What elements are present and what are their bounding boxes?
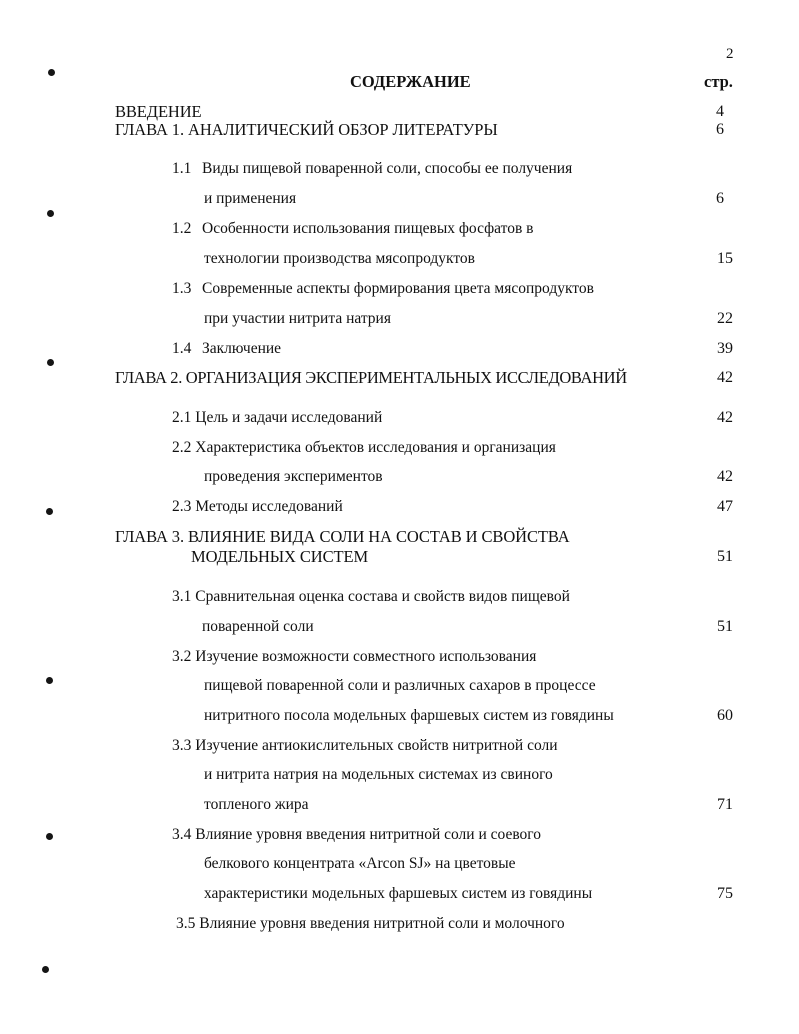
toc-entry-text: при участии нитрита натрия: [204, 310, 391, 327]
toc-entry-text: 3.1 Сравнительная оценка состава и свойств видов пищевой: [172, 588, 570, 605]
page-number: 2: [726, 46, 734, 62]
toc-entry-text: 3.4 Влияние уровня введения нитритной соли и соевого: [172, 826, 542, 843]
toc-entry-page: 47: [717, 498, 733, 515]
toc-entry-text: 3.5 Влияние уровня введения нитритной соли и молочного: [176, 915, 565, 932]
toc-entry-text: белкового концентрата «Arcon SJ» на цветовые: [204, 855, 516, 872]
toc-entry-text: и нитрита натрия на модельных системах из свиного: [204, 766, 553, 783]
toc-entry-page: 4: [716, 103, 724, 120]
toc-entry-page: 75: [717, 885, 733, 902]
toc-entry-text: ВВЕДЕНИЕ: [115, 102, 202, 121]
toc-entry-page: 42: [717, 468, 733, 485]
toc-entry-number: 1.4: [172, 340, 192, 357]
toc-entry-page: 39: [717, 340, 733, 357]
toc-entry-text: технологии производства мясопродуктов: [204, 250, 476, 267]
binder-hole: [46, 833, 53, 840]
toc-entry-text: ГЛАВА 1. АНАЛИТИЧЕСКИЙ ОБЗОР ЛИТЕРАТУРЫ: [115, 120, 498, 139]
binder-hole: [46, 508, 53, 515]
toc-entry-text: и применения: [204, 190, 297, 207]
toc-entry-text: характеристики модельных фаршевых систем из говядины: [204, 885, 593, 902]
toc-entry-text: поваренной соли: [202, 618, 314, 635]
page-title: СОДЕРЖАНИЕ: [350, 72, 471, 91]
toc-entry-text: Заключение: [202, 340, 282, 357]
toc-entry-text: 3.2 Изучение возможности совместного использования: [172, 648, 537, 665]
toc-entry-text: проведения экспериментов: [204, 468, 383, 485]
toc-entry-page: 22: [717, 310, 733, 327]
toc-entry-page: 71: [717, 796, 733, 813]
toc-entry-page: 51: [717, 618, 733, 635]
toc-entry-number: 1.2: [172, 220, 192, 237]
toc-entry-page: 60: [717, 707, 733, 724]
binder-hole: [46, 677, 53, 684]
toc-entry-text: 2.1 Цель и задачи исследований: [172, 409, 383, 426]
toc-entry-text: ГЛАВА 3. ВЛИЯНИЕ ВИДА СОЛИ НА СОСТАВ И СВОЙСТВА: [115, 527, 570, 546]
toc-entry-page: 51: [717, 548, 733, 565]
page-column-header: стр.: [704, 72, 733, 91]
toc-entry-text: пищевой поваренной соли и различных сахаров в процессе: [204, 677, 596, 694]
toc-entry-text: Виды пищевой поваренной соли, способы ее получения: [202, 160, 573, 177]
binder-hole: [47, 210, 54, 217]
toc-entry-number: 1.1: [172, 160, 192, 177]
toc-entry-text: 2.2 Характеристика объектов исследования и организация: [172, 439, 556, 456]
toc-entry-text: топленого жира: [204, 796, 309, 813]
toc-entry-page: 6: [716, 121, 724, 138]
binder-hole: [47, 359, 54, 366]
toc-entry-text: Особенности использования пищевых фосфатов в: [202, 220, 534, 237]
toc-entry-page: 15: [717, 250, 733, 267]
toc-entry-text: нитритного посола модельных фаршевых систем из говядины: [204, 707, 614, 724]
toc-entry-page: 6: [716, 190, 724, 207]
toc-entry-text: 3.3 Изучение антиокислительных свойств нитритной соли: [172, 737, 558, 754]
toc-entry-number: 1.3: [172, 280, 192, 297]
toc-entry-text: 2.3 Методы исследований: [172, 498, 343, 515]
toc-entry-text: Современные аспекты формирования цвета мясопродуктов: [202, 280, 594, 297]
binder-hole: [42, 966, 49, 973]
toc-entry-text: МОДЕЛЬНЫХ СИСТЕМ: [191, 547, 369, 566]
toc-entry-page: 42: [717, 409, 733, 426]
toc-entry-text: ГЛАВА 2. ОРГАНИЗАЦИЯ ЭКСПЕРИМЕНТАЛЬНЫХ ИССЛЕДОВАНИЙ: [115, 368, 627, 387]
toc-entry-page: 42: [717, 369, 733, 386]
binder-hole: [48, 69, 55, 76]
